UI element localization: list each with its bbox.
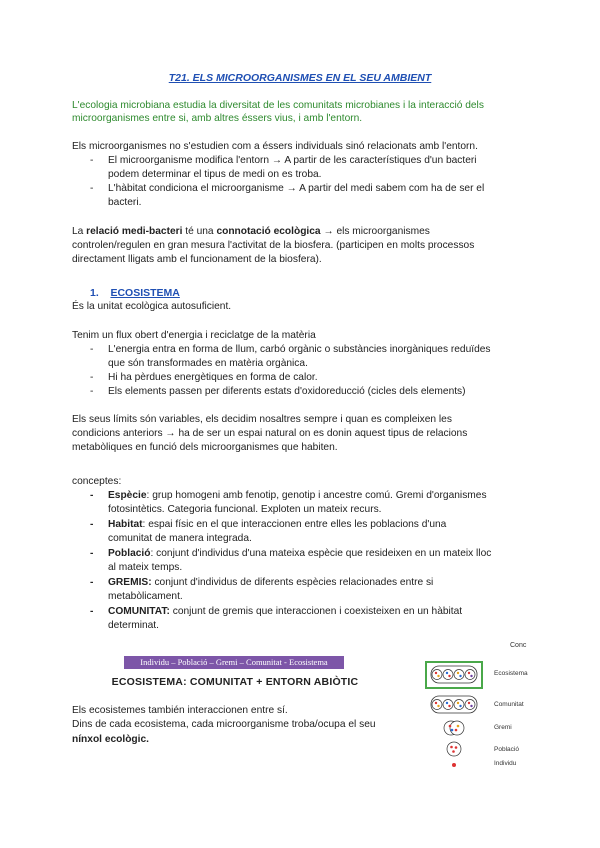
- p3-bullet-3: Els elements passen per diferents estats d'oxidoreducció (cicles dels elements): [108, 386, 466, 397]
- p4-line-2: condicions anteriors → ha de ser un espai natural on es donin aquest tipus de relacions: [72, 428, 468, 439]
- ecological-levels-diagram: [424, 660, 494, 770]
- concept-poblacio-line-2: al mateix temps.: [108, 562, 183, 573]
- p3-bullet-1-a: L'energia entra en forma de llum, carbó orgànic o substàncies inorgàniques reduïdes: [108, 344, 491, 355]
- bullet-dash: -: [90, 519, 94, 530]
- p1-line-1: Els microorganismes no s'estudien com a éssers individuals sinó relacionats amb l'entorn.: [72, 141, 478, 152]
- concept-habitat-line-2: comunitat de manera integrada.: [108, 533, 252, 544]
- p1-bullet-1-a: El microorganisme modifica l'entorn → A partir de les característiques d'un bacteri: [108, 155, 477, 166]
- bullet-dash: -: [90, 577, 94, 588]
- concept-gremis-line-1: GREMIS: conjunt d'individus de diferents espècies relacionades entre si: [108, 577, 434, 588]
- p1-bullet-2-a: L'hàbitat condiciona el microorganisme → A partir del medi sabem com ha de ser el: [108, 183, 485, 194]
- bullet-dash: -: [90, 606, 94, 617]
- individual-dot: [452, 763, 456, 767]
- diagram-label-comunitat: Comunitat: [494, 701, 524, 708]
- bullet-dash: -: [90, 372, 94, 383]
- p1-bullet-1-b: podem determinar el tipus de medi on es troba.: [108, 169, 322, 180]
- p5-line-1: Els ecosistemes también interaccionen entre sí.: [72, 705, 288, 716]
- p4-line-1: Els seus límits són variables, els decidim nosaltres sempre i quan es compleixen les: [72, 414, 452, 425]
- p4-line-3: metabòliques en funció dels microorganismes que habiten.: [72, 442, 338, 453]
- bullet-dash: -: [90, 490, 94, 501]
- diagram-label-poblacio: Població: [494, 746, 519, 753]
- concepts-label: conceptes:: [72, 476, 122, 487]
- page-title: T21. ELS MICROORGANISMES EN EL SEU AMBIENT: [168, 72, 432, 84]
- diagram-corner-label: Conc: [510, 642, 527, 649]
- concept-comunitat-line-2: determinat.: [108, 620, 159, 631]
- p5-line-2: Dins de cada ecosistema, cada microorganisme troba/ocupa el seu: [72, 719, 376, 730]
- bullet-dash: -: [90, 183, 94, 194]
- diagram-label-gremi: Gremi: [494, 724, 512, 731]
- bullet-dash: -: [90, 548, 94, 559]
- concept-poblacio-line-1: Població: conjunt d'individus d'una mateixa espècie que resideixen en un mateix lloc: [108, 548, 492, 559]
- bullet-dash: -: [90, 344, 94, 355]
- p3-line-1: Tenim un flux obert d'energia i reciclatge de la matèria: [72, 330, 316, 341]
- ecosystem-community-group: [431, 666, 477, 683]
- p2-line-3: directament lligats amb el funcionament de la biosfera).: [72, 254, 322, 265]
- concept-especie-line-1: Espècie: grup homogeni amb fenotip, genotip i ancestre comú. Gremi d'organismes: [108, 490, 487, 501]
- guild-group: [444, 721, 464, 735]
- hierarchy-banner: Individu – Població – Gremi – Comunitat - Ecosistema: [124, 656, 344, 669]
- intro-line-1: L'ecologia microbiana estudia la diversitat de les comunitats microbianes i la interacció dels: [72, 100, 484, 111]
- concept-gremis-line-2: metabòlicament.: [108, 591, 183, 602]
- p1-bullet-2-b: bacteri.: [108, 197, 142, 208]
- p2-line-1: La relació medi-bacteri té una connotació ecològica → els microorganismes: [72, 226, 430, 237]
- population-group: [447, 742, 461, 756]
- intro-line-2: microorganismes entre si, amb altres éssers vius, i amb l'entorn.: [72, 113, 363, 124]
- concept-habitat-line-1: Habitat: espai físic en el que interaccionen entre elles les poblacions d'una: [108, 519, 447, 530]
- diagram-label-ecosistema: Ecosistema: [494, 670, 528, 677]
- concept-comunitat-line-1: COMUNITAT: conjunt de gremis que interaccionen i coexisteixen en un hàbitat: [108, 606, 463, 617]
- section-heading-ecosistema: 1. ECOSISTEMA: [90, 287, 180, 299]
- concept-especie-line-2: fotosintètics. Categoria funcional. Exploten un mateix recurs.: [108, 504, 382, 515]
- p5-line-3: nínxol ecològic.: [72, 734, 149, 745]
- p3-bullet-2: Hi ha pèrdues energètiques en forma de calor.: [108, 372, 318, 383]
- p2-line-2: controlen/regulen en gran mesura l'activitat de la biosfera. (participen en molts processos: [72, 240, 475, 251]
- bullet-dash: -: [90, 386, 94, 397]
- ecosystem-heading: ECOSISTEMA: COMUNITAT + ENTORN ABIÒTIC: [111, 676, 359, 688]
- section1-definition: És la unitat ecològica autosuficient.: [72, 301, 232, 312]
- bullet-dash: -: [90, 155, 94, 166]
- diagram-label-individu: Individu: [494, 760, 517, 767]
- community-group: [431, 696, 477, 713]
- p3-bullet-1-b: que són transformades en matèria orgànica.: [108, 358, 308, 369]
